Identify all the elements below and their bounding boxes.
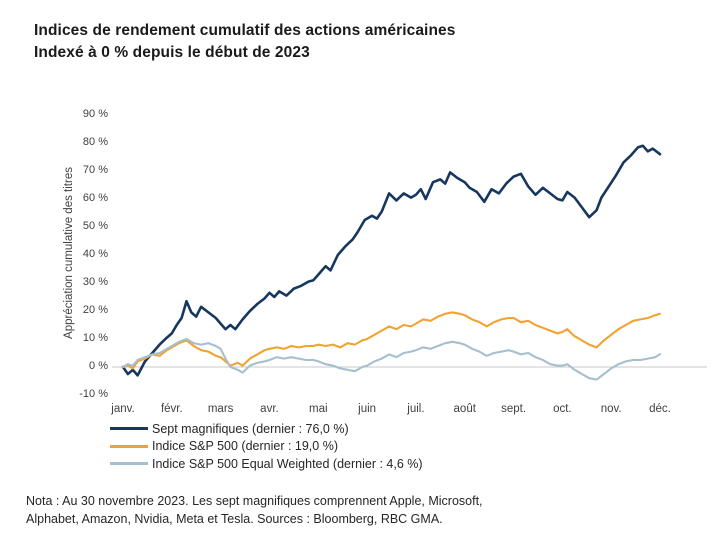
x-tick-label: mai — [309, 403, 328, 415]
y-tick-label: 10 % — [82, 332, 108, 344]
y-axis-title: Appréciation cumulative des titres — [63, 167, 75, 339]
y-tick-label: -10 % — [79, 388, 108, 400]
y-tick-label: 80 % — [82, 136, 108, 148]
series-line-0 — [123, 146, 660, 376]
x-tick-label: oct. — [553, 403, 572, 415]
x-tick-label: août — [453, 403, 476, 415]
x-tick-label: juin — [358, 403, 377, 415]
legend-item-2 — [110, 455, 423, 473]
y-tick-label: 90 % — [82, 108, 108, 120]
y-tick-label: 60 % — [82, 192, 108, 204]
y-tick-label: 70 % — [82, 164, 108, 176]
x-tick-label: mars — [207, 403, 234, 415]
x-tick-label: sept. — [501, 403, 527, 415]
legend-item-1 — [110, 438, 423, 456]
legend — [110, 420, 423, 473]
footnote-line-1: Nota : Au 30 novembre 2023. Les sept magnifiques comprennent Apple, Microsoft, — [26, 494, 483, 508]
legend-label: Sept magnifiques (dernier : 76,0 %) — [152, 421, 349, 436]
legend-line-swatch — [110, 427, 148, 430]
legend-line-swatch — [110, 445, 148, 448]
legend-item-0 — [110, 420, 423, 438]
x-tick-label: déc. — [649, 403, 671, 415]
x-tick-label: nov. — [600, 403, 622, 415]
legend-line-swatch — [110, 462, 148, 465]
x-tick-label: juil. — [407, 403, 425, 415]
title-line-2: Indexé à 0 % depuis le début de 2023 — [34, 44, 310, 61]
x-tick-label: janv. — [111, 403, 135, 415]
footnote-line-2: Alphabet, Amazon, Nvidia, Meta et Tesla. Sources : Bloomberg, RBC GMA. — [26, 512, 443, 526]
y-tick-label: 40 % — [82, 248, 108, 260]
y-tick-label: 20 % — [82, 304, 108, 316]
legend-label: Indice S&P 500 (dernier : 19,0 %) — [152, 439, 338, 454]
footnote — [26, 492, 483, 528]
series-line-2 — [123, 339, 660, 380]
y-tick-label: 30 % — [82, 276, 108, 288]
y-tick-label: 0 % — [89, 360, 108, 372]
legend-label: Indice S&P 500 Equal Weighted (dernier : 4,6 %) — [152, 456, 423, 471]
title-line-1: Indices de rendement cumulatif des actions américaines — [34, 22, 456, 39]
x-tick-label: févr. — [160, 403, 183, 415]
series-line-1 — [123, 312, 660, 368]
y-tick-label: 50 % — [82, 220, 108, 232]
x-tick-label: avr. — [260, 403, 279, 415]
